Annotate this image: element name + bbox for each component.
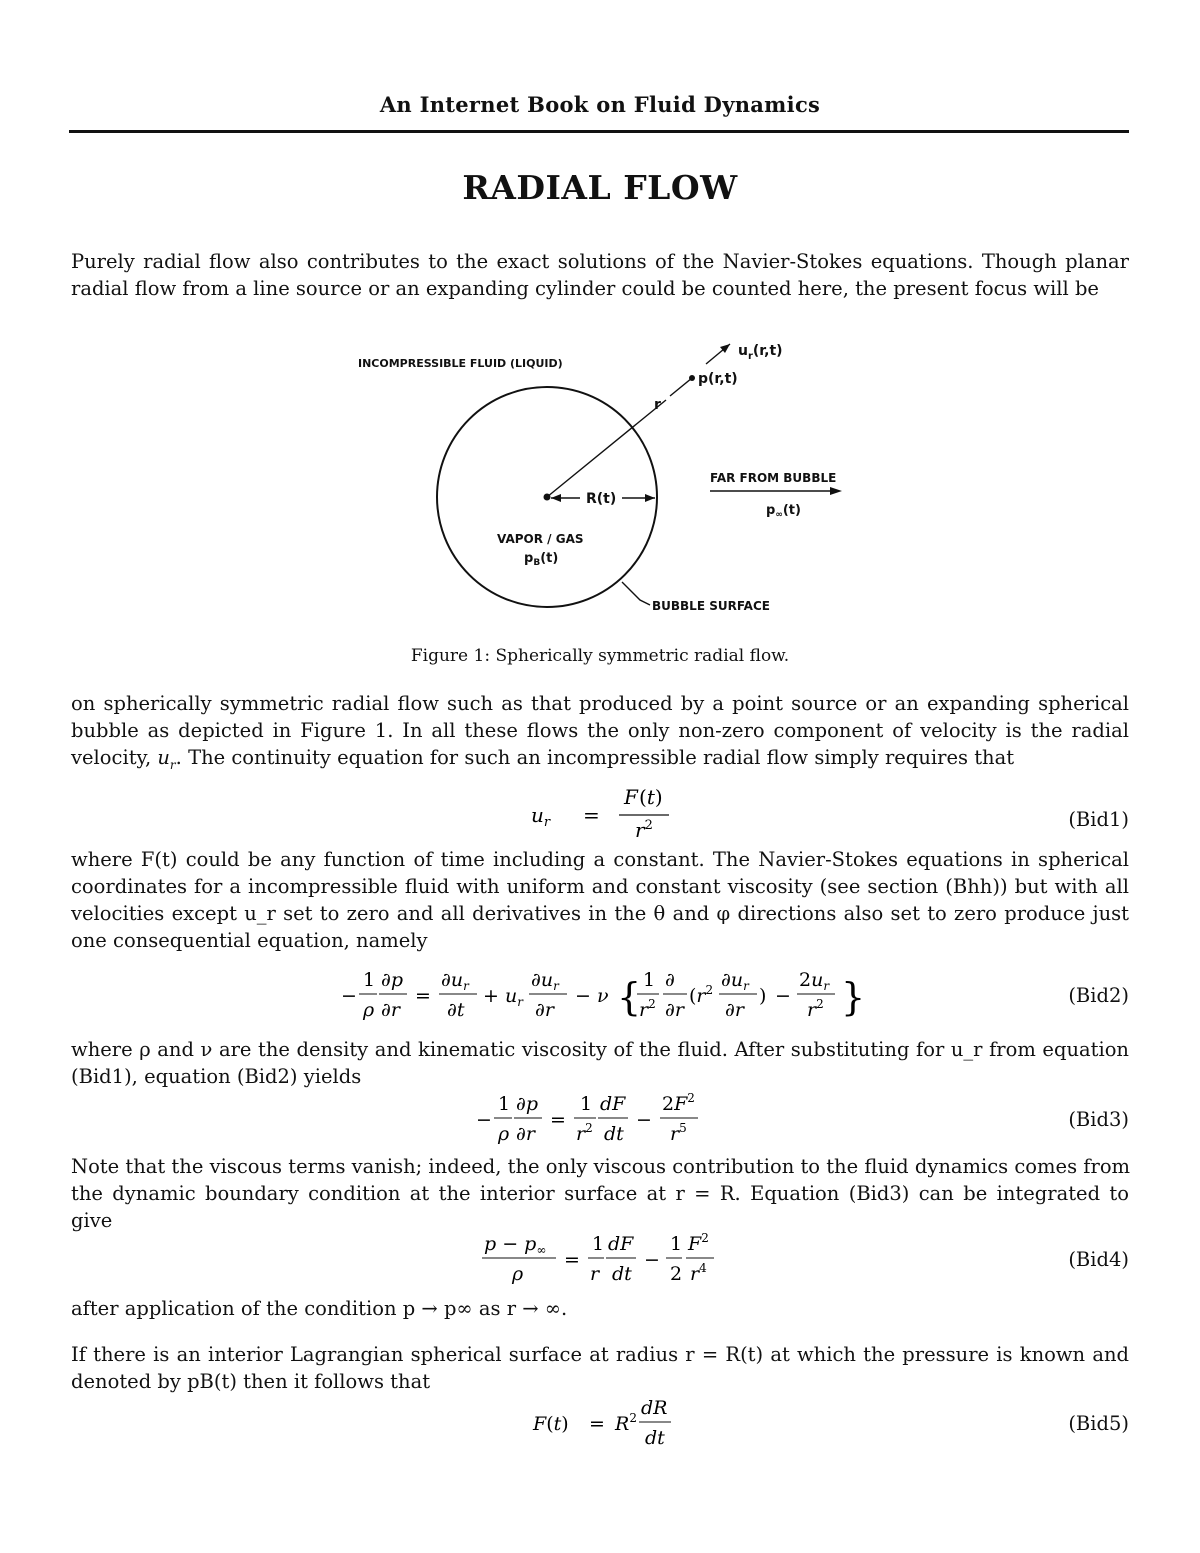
svg-text:∂r: ∂r xyxy=(516,1123,535,1145)
svg-text:−: − xyxy=(341,985,357,1007)
svg-text:∂p: ∂p xyxy=(516,1093,538,1115)
svg-text:F(t): F(t) xyxy=(533,1413,569,1435)
text-line: radial flow from a line source or an expanding cylinder could be counted here, the present focus will be xyxy=(71,277,1099,300)
svg-text:r2: $r^2$ xyxy=(635,818,653,842)
text-line: If there is an interior Lagrangian spherical surface at radius r = R(t) at which the pressure is known and xyxy=(71,1343,1129,1366)
svg-text:1: 1 xyxy=(592,1233,605,1255)
paragraph-2 xyxy=(71,690,1129,779)
svg-text:+: + xyxy=(483,985,499,1007)
header-rule xyxy=(69,130,1129,133)
text-line: velocity, $u_r$. The continuity equation for such an incompressible radial flow simply requires that xyxy=(71,746,1015,772)
svg-text:r2: $r^2$ xyxy=(576,1121,593,1145)
ur-label: $u_r(r,t)$ xyxy=(738,343,783,362)
equation-number: (Bid5) xyxy=(1068,1412,1129,1435)
svg-text:=: = xyxy=(583,803,600,827)
paragraph-3 xyxy=(71,846,1129,954)
svg-text:R2: $R^2$ xyxy=(615,1411,637,1435)
equation-bid1 xyxy=(71,782,1129,842)
svg-text:1: 1 xyxy=(580,1093,593,1115)
svg-text:{: { xyxy=(617,975,642,1019)
svg-text:=: = xyxy=(564,1249,580,1271)
text-line: one consequential equation, namely xyxy=(71,929,428,952)
svg-text:∂ur: $\partial u_r$ xyxy=(531,969,559,993)
svg-text:∂r: ∂r xyxy=(725,999,744,1021)
paragraph-5 xyxy=(71,1153,1129,1234)
p-arrow-line xyxy=(670,378,692,396)
text-line: (Bid1), equation (Bid2) yields xyxy=(71,1065,362,1088)
text-line: Purely radial flow also contributes to the exact solutions of the Navier-Stokes equations. Though planar xyxy=(71,250,1129,273)
text-line: bubble as depicted in Figure 1. In all these flows the only non-zero component of velocity is the radial xyxy=(71,719,1129,742)
svg-text:(r2: ($r^2$ xyxy=(689,983,714,1007)
equation-number: (Bid2) xyxy=(1068,984,1129,1007)
equation-bid2-math xyxy=(341,962,871,1032)
vapor-label: VAPOR / GAS xyxy=(497,532,584,546)
svg-text:−: − xyxy=(644,1249,660,1271)
svg-text:∂r: ∂r xyxy=(535,999,554,1021)
svg-text:ρ: ρ xyxy=(512,1263,524,1285)
page-title: RADIAL FLOW xyxy=(462,168,738,207)
p-point xyxy=(689,375,695,381)
intro-paragraph xyxy=(71,248,1129,302)
svg-text:∂: ∂ xyxy=(665,969,675,991)
text-line: where F(t) could be any function of time including a constant. The Navier-Stokes equations in spherical xyxy=(71,848,1129,871)
svg-text:}: } xyxy=(841,975,866,1019)
text-line: coordinates for a incompressible fluid with uniform and constant viscosity (see section (Bhh)) but with all xyxy=(71,875,1129,898)
svg-text:∂r: ∂r xyxy=(381,999,400,1021)
equation-number: (Bid3) xyxy=(1068,1108,1129,1131)
running-header: An Internet Book on Fluid Dynamics xyxy=(379,92,821,117)
svg-text:p − p∞: $p - p_\infty$ xyxy=(484,1233,547,1257)
svg-text:r4: $r^4$ xyxy=(690,1261,707,1285)
svg-text:ν: ν xyxy=(597,985,609,1007)
svg-text:∂ur: $\partial u_r$ xyxy=(721,969,749,993)
svg-text:−: − xyxy=(636,1109,652,1131)
text-line: the dynamic boundary condition at the interior surface at r = R. Equation (Bid3) can be integrated to xyxy=(71,1182,1129,1205)
equation-bid4 xyxy=(71,1228,1129,1294)
text-line: on spherically symmetric radial flow such as that produced by a point source or an expanding spherical xyxy=(71,692,1129,715)
paragraph-7 xyxy=(71,1341,1129,1395)
svg-text:dt: dt xyxy=(612,1263,632,1285)
pb-label: $p_B(t)$ xyxy=(524,551,559,568)
svg-text:r2: $r^2$ xyxy=(639,997,656,1021)
svg-text:(t): (t) xyxy=(639,785,663,809)
figure-caption: Figure 1: Spherically symmetric radial flow. xyxy=(410,646,790,666)
r-label: r xyxy=(654,397,661,413)
text-line: after application of the condition p → p∞ as r → ∞. xyxy=(71,1297,568,1320)
equation-bid3 xyxy=(71,1088,1129,1154)
svg-text:dR: dR xyxy=(641,1397,668,1419)
text-line: Note that the viscous terms vanish; indeed, the only viscous contribution to the fluid dynamics comes from xyxy=(71,1155,1131,1178)
svg-text:−: − xyxy=(775,985,791,1007)
equation-bid4-math xyxy=(476,1228,736,1294)
R-arrowhead-right xyxy=(645,494,655,502)
R-label: R(t) xyxy=(586,491,617,507)
svg-text:2: 2 xyxy=(670,1263,683,1285)
svg-text:F2: $F^2$ xyxy=(688,1231,709,1255)
svg-text:): ) xyxy=(759,985,767,1007)
text-line: give xyxy=(71,1209,113,1232)
svg-text:ρ: ρ xyxy=(498,1123,510,1145)
svg-text:1: 1 xyxy=(498,1093,511,1115)
svg-text:=: = xyxy=(589,1413,605,1435)
p-label: p(r,t) xyxy=(698,371,738,387)
svg-text:dF: dF xyxy=(608,1233,634,1255)
svg-text:2F2: $2F^2$ xyxy=(662,1091,695,1115)
R-arrowhead-left xyxy=(551,494,561,502)
far-arrowhead xyxy=(830,487,842,495)
svg-text:ur: $u_r$ xyxy=(505,985,523,1009)
surface-leader xyxy=(622,582,650,605)
equation-number: (Bid1) xyxy=(1068,808,1129,831)
equation-bid1-math xyxy=(511,782,751,842)
svg-text:−: − xyxy=(476,1109,492,1131)
svg-text:F: F xyxy=(624,785,638,809)
svg-text:ρ: ρ xyxy=(363,999,375,1021)
svg-text:dt: dt xyxy=(645,1427,665,1449)
paragraph-6 xyxy=(71,1295,1129,1322)
equation-bid5 xyxy=(71,1392,1129,1458)
far-label: FAR FROM BUBBLE xyxy=(710,471,837,485)
text-line: denoted by pB(t) then it follows that xyxy=(71,1370,431,1393)
equation-bid2 xyxy=(71,962,1129,1032)
fluid-label: INCOMPRESSIBLE FLUID (LIQUID) xyxy=(358,357,563,370)
svg-text:=: = xyxy=(415,985,431,1007)
radius-line xyxy=(547,400,666,497)
svg-text:∂r: ∂r xyxy=(665,999,684,1021)
svg-text:−: − xyxy=(575,985,591,1007)
svg-text:∂p: ∂p xyxy=(381,969,403,991)
svg-text:dF: dF xyxy=(600,1093,626,1115)
svg-text:=: = xyxy=(550,1109,566,1131)
svg-text:dt: dt xyxy=(604,1123,624,1145)
svg-text:r: r xyxy=(590,1263,600,1285)
surface-label: BUBBLE SURFACE xyxy=(652,599,770,613)
svg-text:r5: $r^5$ xyxy=(670,1121,687,1145)
paragraph-4 xyxy=(71,1036,1129,1090)
svg-text:∂t: ∂t xyxy=(447,999,465,1021)
text-line: where ρ and ν are the density and kinematic viscosity of the fluid. After substituting for u_r from equation xyxy=(71,1038,1129,1061)
svg-text:1: 1 xyxy=(643,969,656,991)
equation-bid5-math xyxy=(531,1392,751,1458)
equation-bid3-math xyxy=(476,1088,736,1154)
svg-text:r2: $r^2$ xyxy=(807,997,824,1021)
pinf-label: $p_\infty(t)$ xyxy=(766,503,801,520)
svg-text:2ur: $2u_r$ xyxy=(799,969,830,993)
svg-text:∂ur: $\partial u_r$ xyxy=(441,969,469,993)
text-line: velocities except u_r set to zero and all derivatives in the θ and φ directions also set to zero produce just xyxy=(71,902,1129,925)
svg-text:ur: $u_r$ xyxy=(531,803,551,830)
svg-text:1: 1 xyxy=(363,969,376,991)
equation-number: (Bid4) xyxy=(1068,1248,1129,1271)
svg-text:1: 1 xyxy=(670,1233,683,1255)
bubble-figure xyxy=(350,330,850,620)
